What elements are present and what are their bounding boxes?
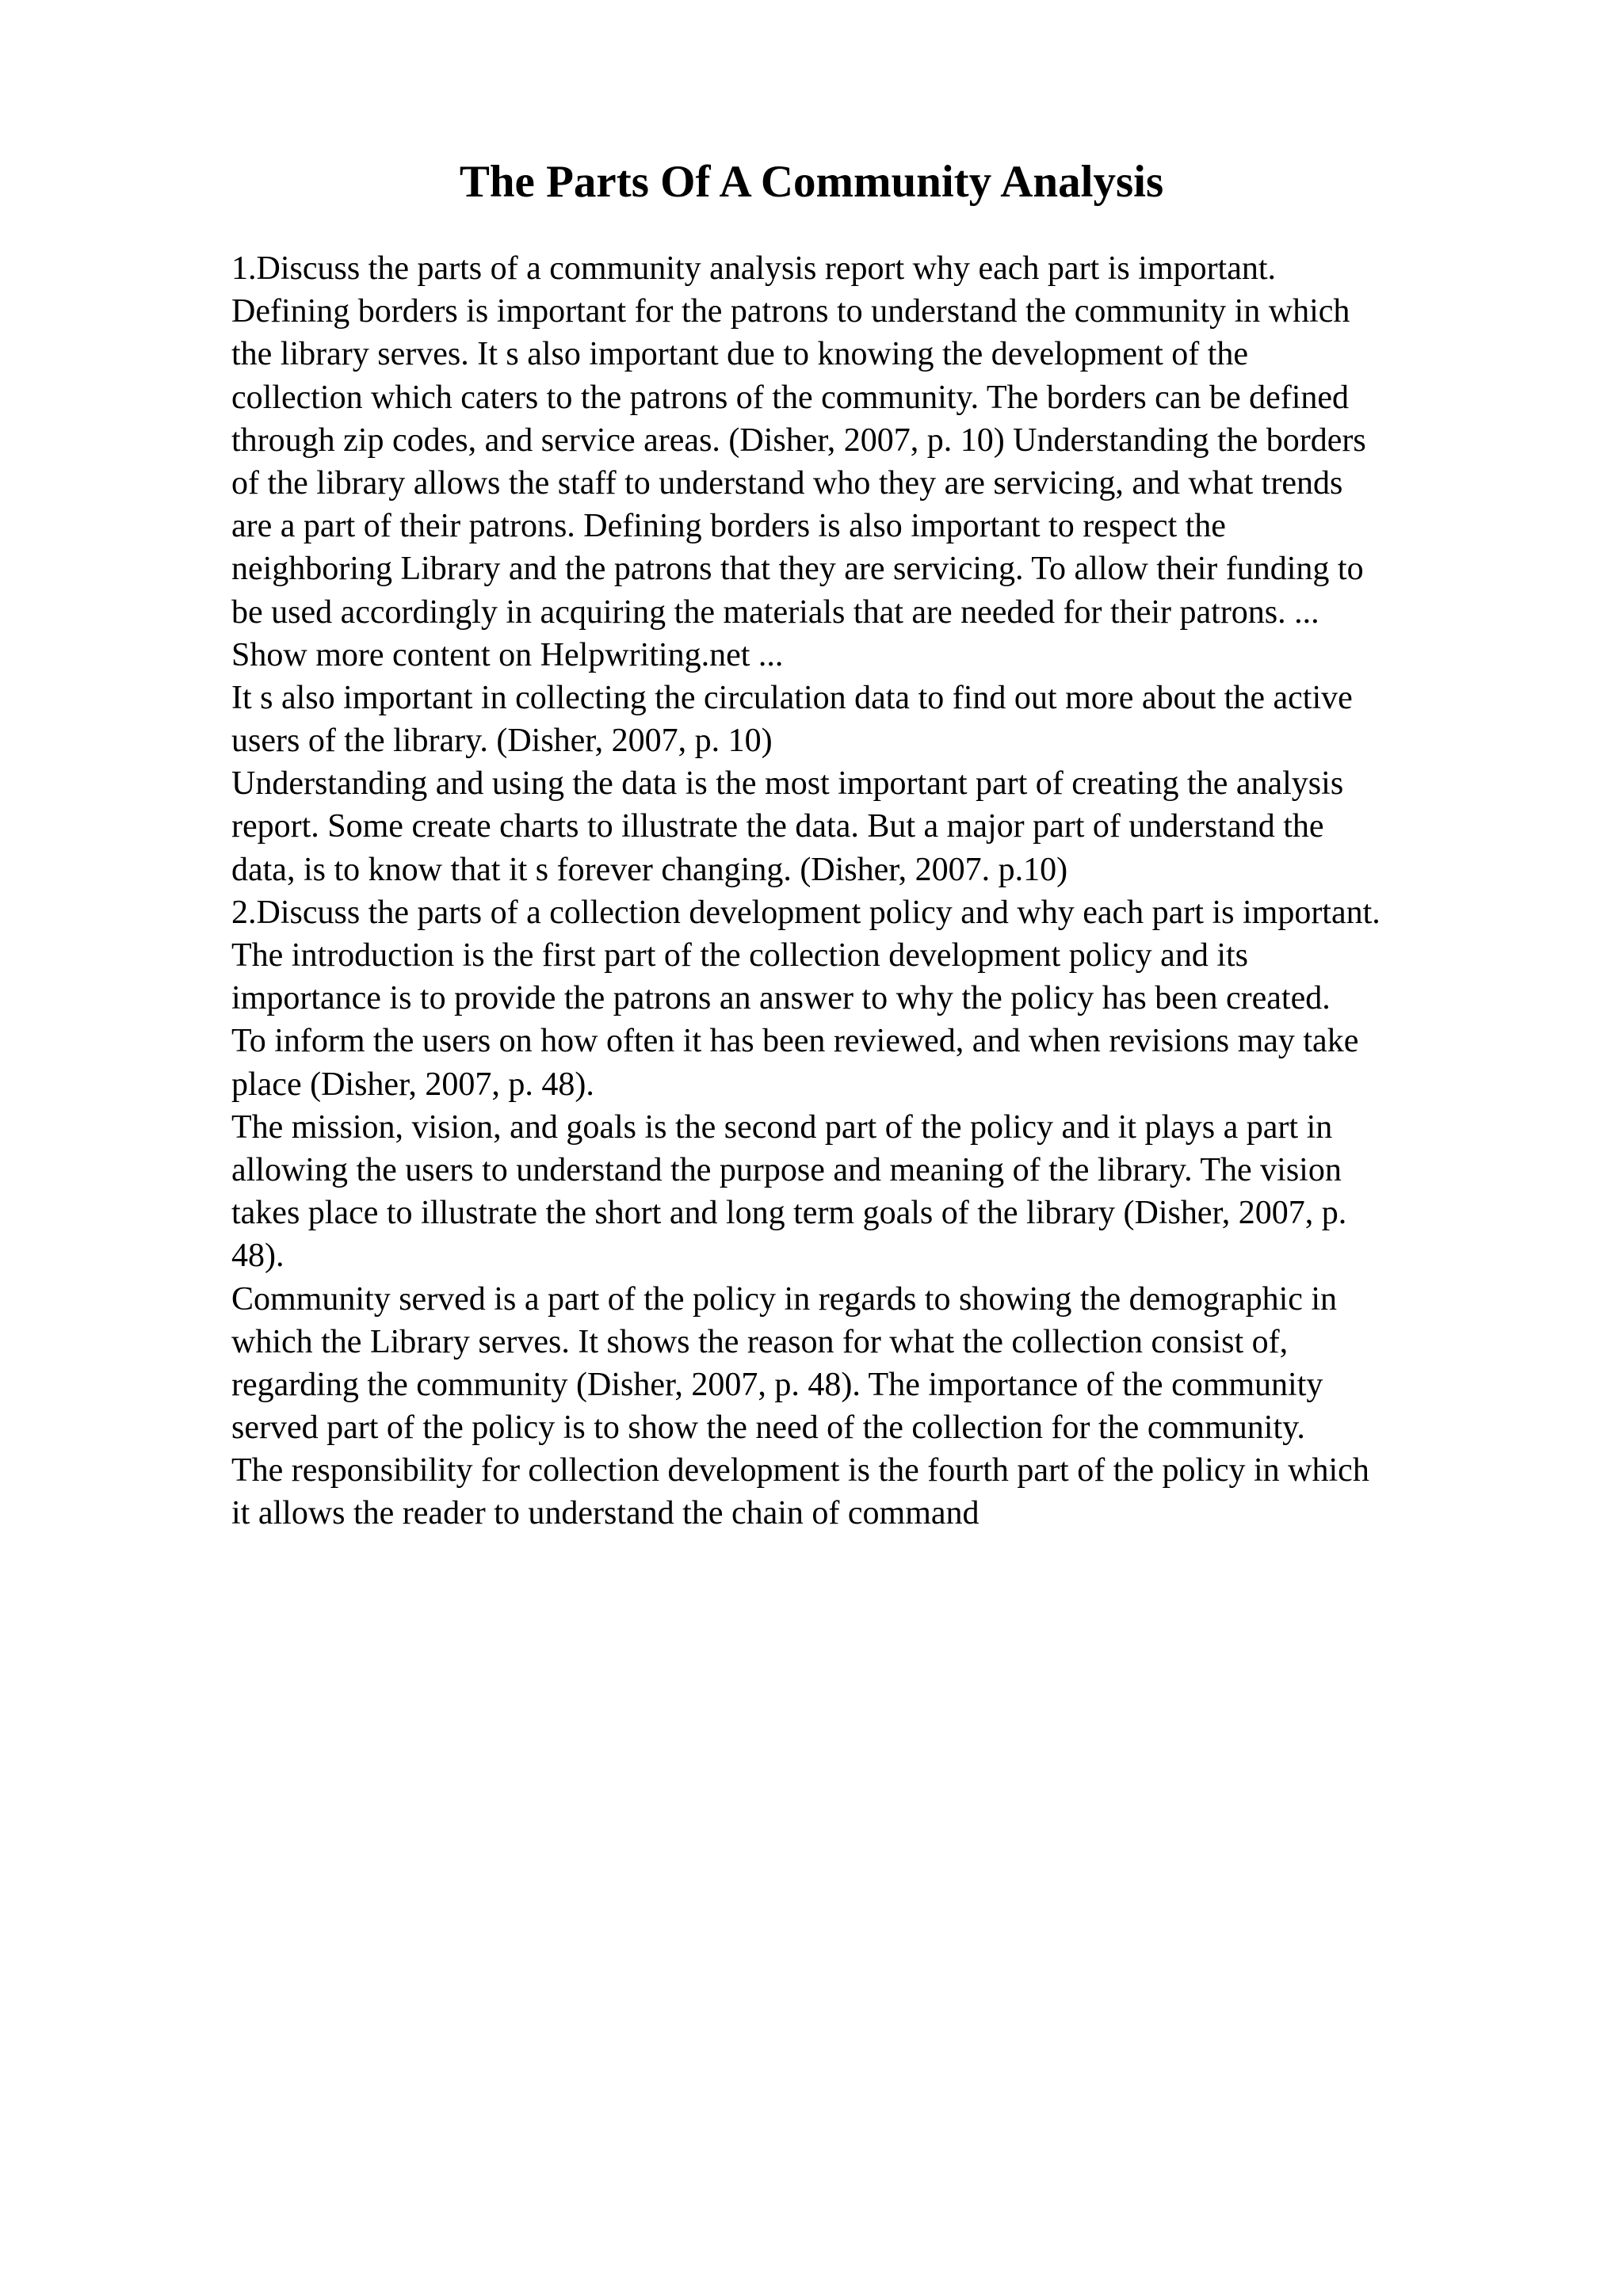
body-line: through zip codes, and service areas. (Disher, 2007, p. 10) Understanding the borders — [231, 421, 1366, 459]
document-body — [231, 247, 1515, 1535]
body-line: the library serves. It s also important due to knowing the development of the — [231, 336, 1249, 373]
body-line: place (Disher, 2007, p. 48). — [231, 1066, 594, 1103]
body-line: which the Library serves. It shows the reason for what the collection consist of, — [231, 1323, 1289, 1360]
body-line: Defining borders is important for the patrons to understand the community in which — [231, 293, 1350, 330]
body-line: of the library allows the staff to understand who they are servicing, and what trends — [231, 464, 1343, 502]
body-line: it allows the reader to understand the chain of command — [231, 1495, 980, 1532]
body-line: importance is to provide the patrons an answer to why the policy has been created. — [231, 980, 1331, 1017]
body-line: The introduction is the first part of the collection development policy and its — [231, 937, 1249, 974]
body-line: allowing the users to understand the purpose and meaning of the library. The vision — [231, 1151, 1342, 1188]
body-line: Community served is a part of the policy in regards to showing the demographic in — [231, 1280, 1338, 1318]
body-line: takes place to illustrate the short and long term goals of the library (Disher, 2007, p. — [231, 1195, 1347, 1232]
body-line: 2.Discuss the parts of a collection development policy and why each part is important. — [231, 894, 1381, 931]
body-line: The mission, vision, and goals is the second part of the policy and it plays a part in — [231, 1108, 1333, 1146]
document-title: The Parts Of A Community Analysis — [459, 157, 1164, 207]
body-line: neighboring Library and the patrons that they are servicing. To allow their funding to — [231, 551, 1364, 588]
body-line: are a part of their patrons. Defining borders is also important to respect the — [231, 508, 1226, 545]
body-line: users of the library. (Disher, 2007, p. 10) — [231, 723, 773, 760]
body-line: 48). — [231, 1238, 285, 1275]
body-line: regarding the community (Disher, 2007, p. 48). The importance of the community — [231, 1366, 1323, 1403]
body-line: Understanding and using the data is the most important part of creating the analysis — [231, 765, 1344, 803]
body-line: It s also important in collecting the circulation data to find out more about the active — [231, 679, 1353, 716]
body-line: served part of the policy is to show the need of the collection for the community. — [231, 1409, 1305, 1447]
show-more-line: Show more content on Helpwriting.net ... — [231, 636, 784, 673]
body-line: report. Some create charts to illustrate the data. But a major part of understand the — [231, 808, 1324, 845]
body-line: collection which caters to the patrons of the community. The borders can be defined — [231, 379, 1350, 416]
body-line: The responsibility for collection development is the fourth part of the policy in which — [231, 1452, 1369, 1489]
body-line: data, is to know that it s forever changing. (Disher, 2007. p.10) — [231, 851, 1068, 888]
body-line: 1.Discuss the parts of a community analysis report why each part is important. — [231, 250, 1277, 287]
body-line: be used accordingly in acquiring the materials that are needed for their patrons. ... — [231, 593, 1319, 631]
body-line: To inform the users on how often it has been reviewed, and when revisions may take — [231, 1023, 1359, 1060]
